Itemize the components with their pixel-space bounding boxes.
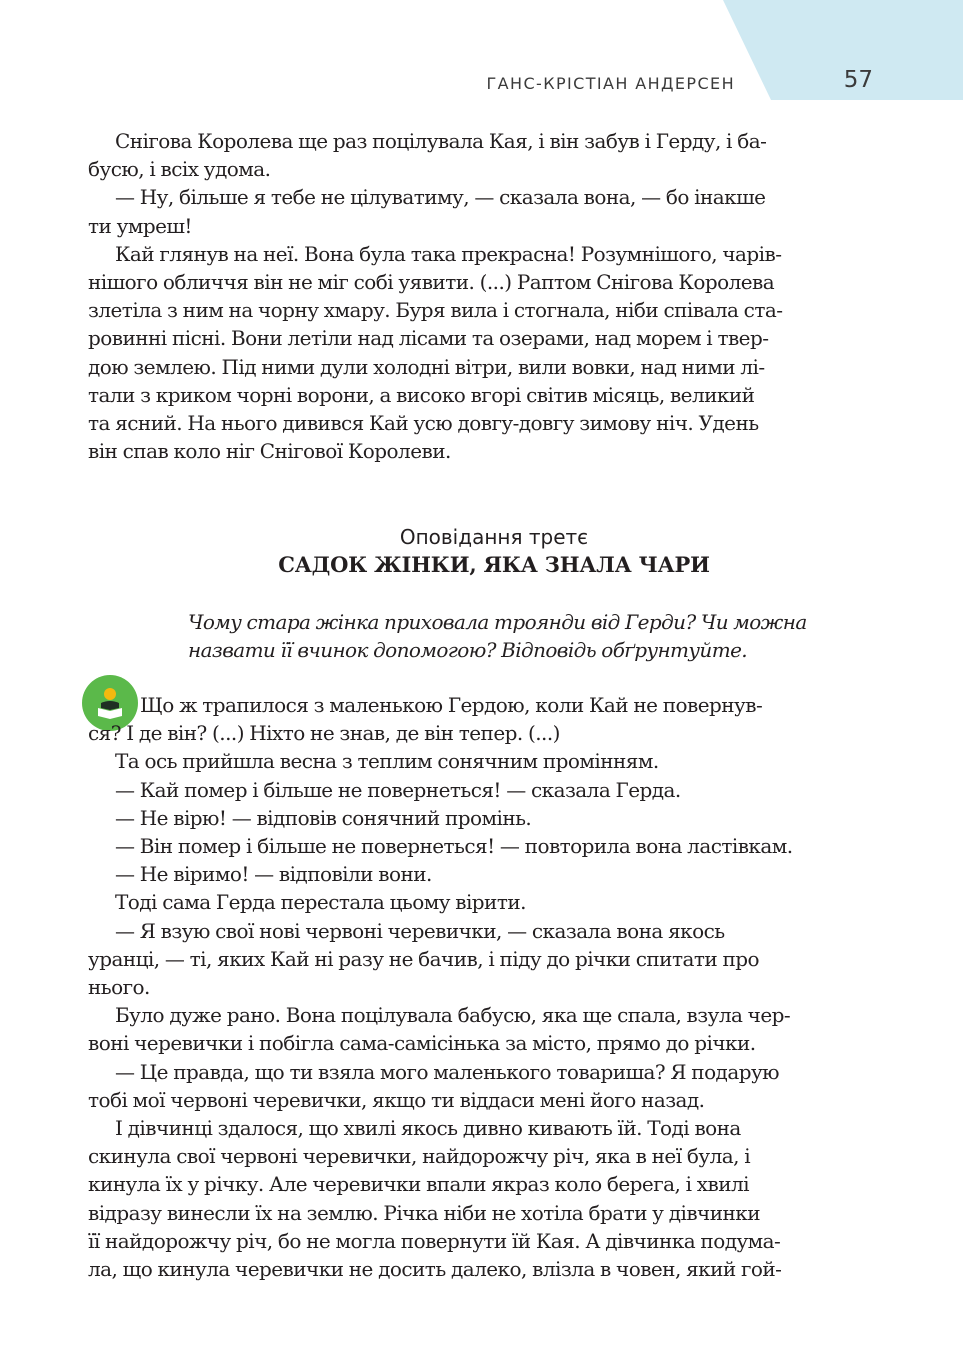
paragraph — [88, 776, 873, 804]
text-line: — Він помер і більше не повернеться! — повторила вона ластівкам. — [115, 834, 793, 859]
paragraph — [88, 860, 873, 888]
paragraph — [88, 1058, 873, 1114]
paragraph — [88, 747, 873, 775]
text-block-2 — [88, 691, 873, 1283]
paragraph — [88, 127, 873, 183]
text-line: та ясний. На нього дивився Кай усю довгу-довгу зимову ніч. Удень — [88, 411, 759, 436]
pre-reading-question — [188, 608, 878, 664]
text-line: ла, що кинула черевички не досить далеко, влізла в човен, який гой- — [88, 1257, 782, 1282]
text-line: ти умреш! — [88, 213, 192, 238]
text-line: Тоді сама Герда перестала цьому вірити. — [115, 890, 526, 915]
paragraph — [88, 1114, 873, 1283]
text-line: — Це правда, що ти взяла мого маленького товариша? Я подарую — [115, 1059, 780, 1084]
text-line: нього. — [88, 975, 150, 1000]
paragraph — [88, 240, 873, 466]
text-line: — Не вірю! — відповів сонячний промінь. — [115, 805, 532, 830]
text-line: нішого обличчя він не міг собі уявити. (...) Раптом Снігова Королева — [88, 270, 775, 295]
text-line: І дівчинці здалося, що хвилі якось дивно кивають їй. Тоді вона — [115, 1116, 741, 1141]
question-line: назвати її вчинок допомогою? Відповідь обґрунтуйте. — [188, 638, 748, 663]
text-line: злетіла з ним на чорну хмару. Буря вила і стогнала, ніби співала ста- — [88, 298, 783, 323]
chapter-label: Оповідання третє — [399, 525, 589, 549]
text-line: тобі мої червоні черевички, якщо ти віддаси мені його назад. — [88, 1087, 705, 1112]
running-head-author: ГАНС-КРІСТІАН АНДЕРСЕН — [486, 74, 735, 93]
paragraph — [88, 691, 873, 747]
text-line: Кай глянув на неї. Вона була така прекрасна! Розумнішого, чарів- — [115, 241, 782, 266]
text-line: Було дуже рано. Вона поцілувала бабусю, яка ще спала, взула чер- — [115, 1003, 791, 1028]
text-line: уранці, — ті, яких Кай ні разу не бачив, і піду до річки спитати про — [88, 946, 759, 971]
text-line: воні черевички і побігла сама-самісінька за місто, прямо до річки. — [88, 1031, 756, 1056]
text-line: тали з криком чорні ворони, а високо вгорі світив місяць, великий — [88, 382, 755, 407]
text-line: кинула їх у річку. Але черевички впали якраз коло берега, і хвилі — [88, 1172, 749, 1197]
text-line: дою землею. Під ними дули холодні вітри, вили вовки, над ними лі- — [88, 354, 765, 379]
paragraph — [88, 183, 873, 239]
paragraph — [88, 1001, 873, 1057]
text-line: бусю, і всіх удома. — [88, 157, 271, 182]
text-line: — Кай помер і більше не повернеться! — сказала Герда. — [115, 777, 681, 802]
text-line: Снігова Королева ще раз поцілувала Кая, і він забув і Герду, і ба- — [115, 129, 767, 153]
text-line: ровинні пісні. Вони летіли над лісами та озерами, над морем і твер- — [88, 326, 769, 351]
paragraph — [88, 832, 873, 860]
text-line: — Ну, більше я тебе не цілуватиму, — сказала вона, — бо інакше — [115, 185, 766, 210]
text-line: відразу винесли їх на землю. Річка ніби не хотіла брати у дівчинки — [88, 1200, 760, 1225]
paragraph — [88, 888, 873, 916]
text-block-1 — [88, 127, 873, 465]
text-line: Та ось прийшла весна з теплим сонячним промінням. — [115, 749, 659, 774]
text-line: — Не віримо! — відповіли вони. — [115, 862, 432, 887]
text-line: — Я взую свої нові червоні черевички, — сказала вона якось — [115, 918, 725, 943]
text-line: він спав коло ніг Снігової Королеви. — [88, 439, 451, 464]
chapter-title: САДОК ЖІНКИ, ЯКА ЗНАЛА ЧАРИ — [278, 552, 710, 577]
text-line: Що ж трапилося з маленькою Гердою, коли Кай не повернув- — [140, 693, 763, 717]
text-line: ся? І де він? (...) Ніхто не знав, де він тепер. (...) — [88, 721, 560, 746]
text-line: її найдорожчу річ, бо не могла повернути їй Кая. А дівчинка подума- — [88, 1228, 781, 1253]
paragraph — [88, 917, 873, 1002]
paragraph — [88, 804, 873, 832]
text-line: скинула свої червоні черевички, найдорожчу річ, яка в неї була, і — [88, 1144, 751, 1169]
question-line: Чому стара жінка приховала троянди від Герди? Чи можна — [188, 610, 807, 634]
page-number: 57 — [843, 67, 873, 93]
